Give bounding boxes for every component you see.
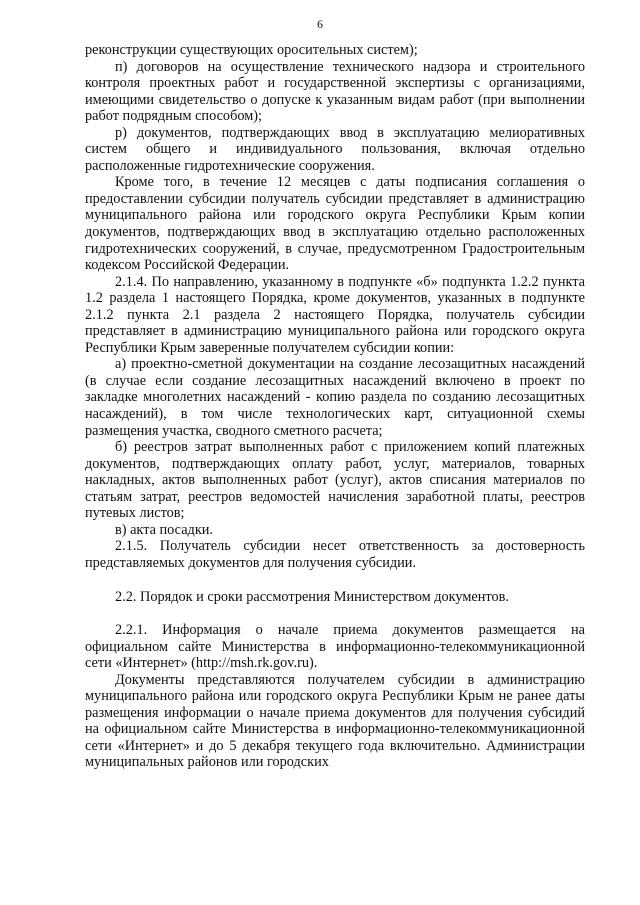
paragraph-2-1-4: 2.1.4. По направлению, указанному в подпункте «б» подпункта 1.2.2 пункта 1.2 раздела 1 настоящего Порядка, кроме документов, указанных в подпункте 2.1.2 пункта 2.1 раздела 2 настоящего Порядка, получатель субсидии представляет в администрацию муниципального района или городского округа Республики Крым заверенные получателем субсидии копии:: [85, 273, 585, 356]
paragraph-item-v: в) акта посадки.: [115, 521, 213, 538]
document-body: [85, 42, 585, 771]
paragraph-item-a: а) проектно-сметной документации на создание лесозащитных насаждений (в случае если создание лесозащитных насаждений включено в проект по закладке многолетних насаждений - копию раздела по созданию лесозащитных насаждений), в том числе технологических карт, ситуационной схемы размещения участка, сводного сметного расчета;: [85, 356, 585, 439]
section-heading-2-2: 2.2. Порядок и сроки рассмотрения Министерством документов.: [115, 588, 509, 605]
paragraph-item-p: п) договоров на осуществление технического надзора и строительного контроля проектных работ и государственной экспертизы с организациями, имеющими свидетельство о допуске к указанным видам работ (при выполнении работ подрядным способом);: [85, 58, 585, 125]
page-number: 6: [317, 17, 323, 31]
paragraph-documents-submission: Документы представляются получателем субсидии в администрацию муниципального района или городского округа Республики Крым не ранее даты размещения информации о начале приема документов для получения субсидий на официальном сайте Министерства в информационно-телекоммуникационной сети «Интернет» и до 5 декабря текущего года включительно. Администрации муниципальных районов или городских: [85, 671, 585, 771]
paragraph-2-1-5: 2.1.5. Получатель субсидии несет ответственность за достоверность представляемых документов для получения субсидии.: [85, 538, 585, 571]
paragraph-item-r: р) документов, подтверждающих ввод в эксплуатацию мелиоративных систем общего и индивидуального пользования, включая отдельно расположенные гидротехнические сооружения.: [85, 124, 585, 174]
paragraph-2-2-1: 2.2.1. Информация о начале приема документов размещается на официальном сайте Министерства в информационно-телекоммуникационной сети «Интернет» (http://msh.rk.gov.ru).: [85, 622, 585, 672]
paragraph-continuation: реконструкции существующих оросительных систем);: [85, 42, 418, 58]
paragraph-item-b: б) реестров затрат выполненных работ с приложением копий платежных документов, подтверждающих оплату работ, услуг, материалов, товарных накладных, актов выполненных работ (услуг), актов списания материалов по статьям затрат, реестров ведомостей начисления заработной платы, реестров путевых листов;: [85, 439, 585, 522]
paragraph-additional-requirement: Кроме того, в течение 12 месяцев с даты подписания соглашения о предоставлении субсидии получатель субсидии представляет в администрацию муниципального района или городского округа Республики Крым копии документов, подтверждающих ввод в эксплуатацию отдельно расположенных гидротехнических сооружений, в случае, предусмотренном Градостроительным кодексом Российской Федерации.: [85, 174, 585, 274]
